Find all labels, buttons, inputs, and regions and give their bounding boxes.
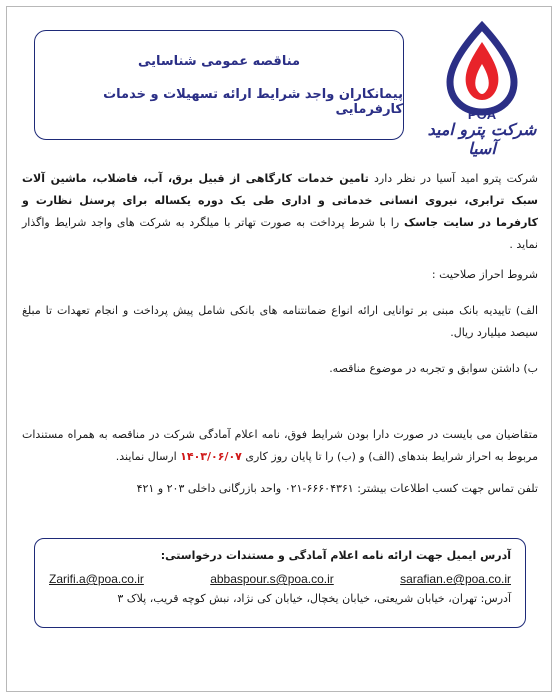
email-link-sarafian[interactable]: sarafian.e@poa.co.ir xyxy=(400,572,511,586)
email-link-abbaspour[interactable]: abbaspour.s@poa.co.ir xyxy=(210,572,334,586)
email-list xyxy=(49,572,511,586)
logo-acronym: POA xyxy=(467,107,497,120)
logo-company-name: شرکت پترو امید آسیا xyxy=(427,120,537,158)
applicants-paragraph xyxy=(22,424,538,468)
intro-text-1: شرکت پترو امید آسیا در نظر دارد xyxy=(368,172,539,185)
conditions-title: شروط احراز صلاحیت : xyxy=(431,268,538,281)
contact-info: تلفن تماس جهت کسب اطلاعات بیشتر: ۶۶۶۰۴۳۶۱-۰۲۱ واحد بازرگانی داخلی ۲۰۳ و ۴۲۱ xyxy=(136,482,538,495)
intro-bold-text: تامین خدمات کارگاهی از قبیل برق، آب، فاضلاب، ماشین آلات سبک ترابری، نیروی انسانی خدماتی و اداری طی یک دوره یکساله برای پرسنل نظارت و کارفرما در سایت جاسک xyxy=(22,172,538,229)
intro-text-2: را با شرط پرداخت به صورت تهاتر با میلگرد به شرکت های واجد شرایط واگذار نماید . xyxy=(22,216,538,251)
email-link-zarifi[interactable]: Zarifi.a@poa.co.ir xyxy=(49,572,144,586)
condition-a: الف) تاییدیه بانک مبنی بر توانایی ارائه انواع ضمانتنامه های بانکی شامل پیش پرداخت و انجام تعهدات تا مبلغ سیصد میلیارد ریال. xyxy=(22,304,538,339)
company-logo xyxy=(420,20,544,158)
flame-icon xyxy=(420,20,544,120)
applicants-text-1: متقاضیان می بایست در صورت دارا بودن شرایط فوق، نامه اعلام آمادگی شرکت در مناقصه به همراه مستندات مربوط به احراز شرایط بندهای (الف) و (ب) را تا پایان روز کاری xyxy=(22,428,538,463)
condition-b: ب) داشتن سوابق و تجربه در موضوع مناقصه. xyxy=(329,362,538,375)
footer-box xyxy=(34,538,526,628)
email-section-title: آدرس ایمیل جهت ارائه نامه اعلام آمادگی و مستندات درخواستی: xyxy=(160,549,511,562)
intro-paragraph xyxy=(22,168,538,256)
tender-title: مناقصه عمومی شناسایی xyxy=(137,53,301,69)
tender-subtitle: پیمانکاران واجد شرایط ارائه تسهیلات و خدمات کارفرمایی xyxy=(103,86,403,117)
header-box xyxy=(34,30,404,140)
deadline-date: ۱۴۰۳/۰۶/۰۷ xyxy=(180,450,242,463)
applicants-text-2: ارسال نمایند. xyxy=(115,450,181,463)
announcement-body xyxy=(22,168,538,500)
address-text: آدرس: تهران، خیابان شریعتی، خیابان یخچال، خیابان کی نژاد، نبش کوچه قریب، پلاک ۳ xyxy=(117,592,511,605)
